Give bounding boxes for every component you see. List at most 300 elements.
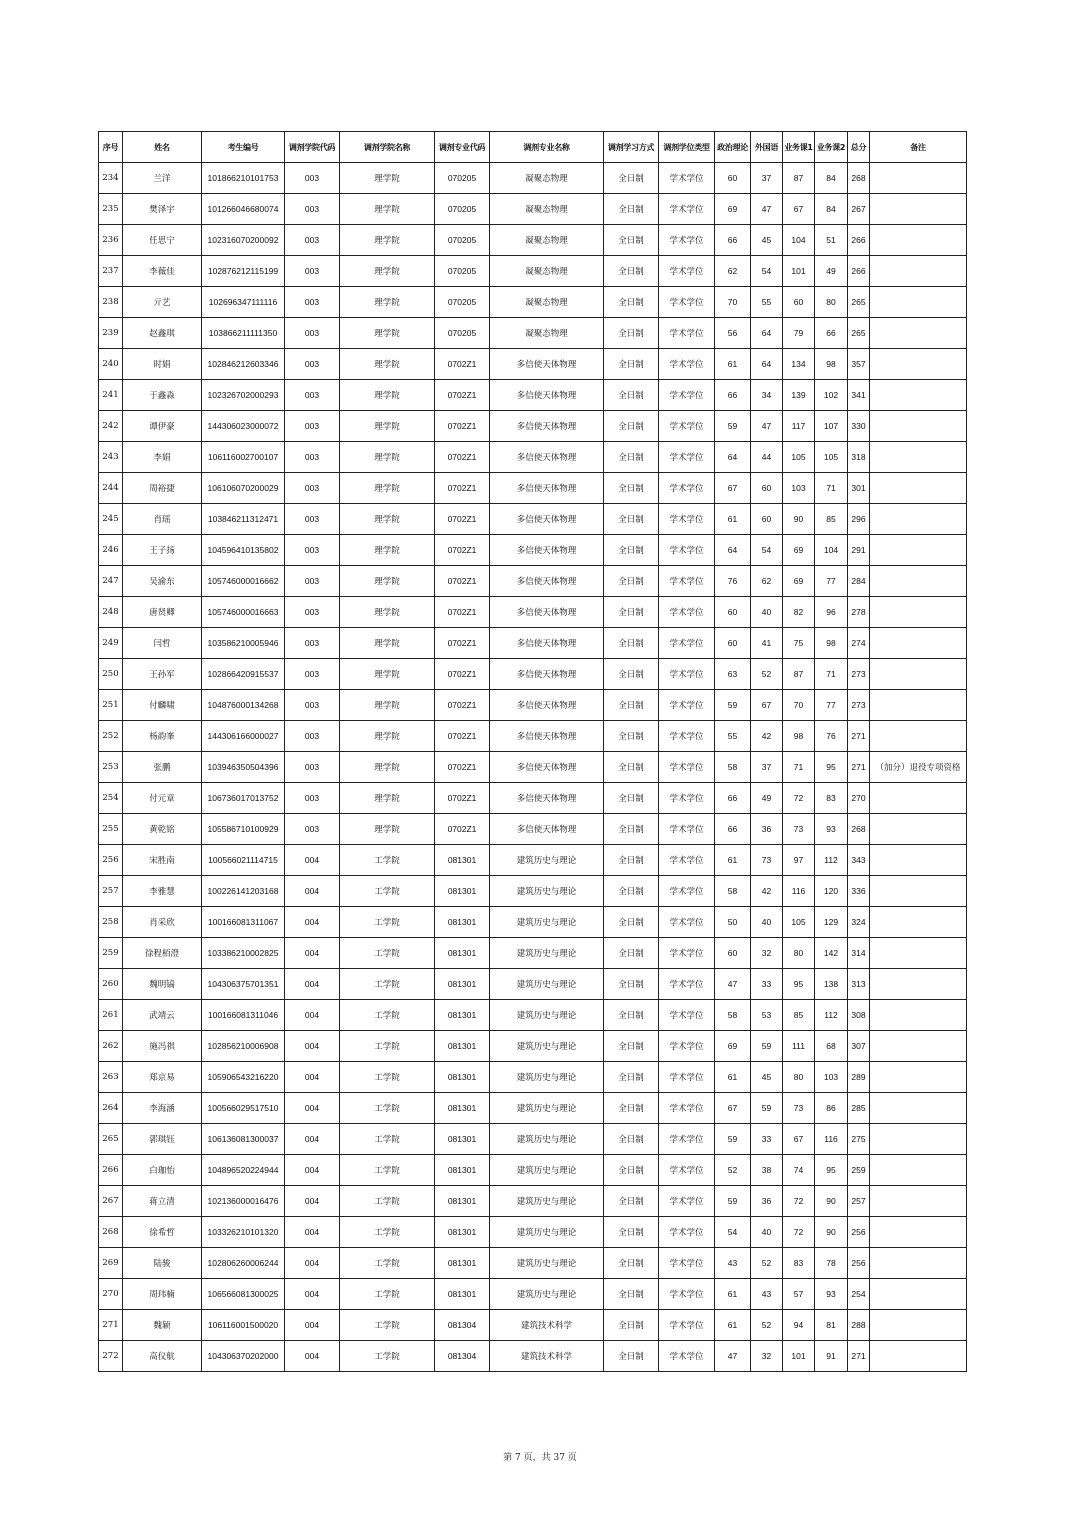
cell-remarks: [870, 1155, 967, 1186]
cell-name: 樊泽宇: [123, 194, 202, 225]
cell-exam-id: 103326210101320: [202, 1217, 285, 1248]
cell-study-mode: 全日制: [604, 1124, 659, 1155]
cell-remarks: [870, 504, 967, 535]
cell-foreign-language: 45: [751, 1062, 783, 1093]
cell-name: 李海涵: [123, 1093, 202, 1124]
cell-foreign-language: 60: [751, 504, 783, 535]
cell-subject-1: 69: [783, 535, 815, 566]
cell-study-mode: 全日制: [604, 287, 659, 318]
table-row: [99, 597, 967, 628]
cell-politics: 61: [715, 349, 751, 380]
cell-total: 267: [848, 194, 870, 225]
cell-politics: 47: [715, 969, 751, 1000]
cell-remarks: [870, 1217, 967, 1248]
cell-politics: 61: [715, 1279, 751, 1310]
cell-subject-1: 98: [783, 721, 815, 752]
cell-foreign-language: 47: [751, 194, 783, 225]
cell-subject-1: 80: [783, 1062, 815, 1093]
cell-major-name: 多信使天体物理: [490, 535, 604, 566]
table-row: [99, 473, 967, 504]
cell-major-code: 081301: [435, 1031, 490, 1062]
cell-subject-1: 75: [783, 628, 815, 659]
cell-subject-2: 104: [815, 535, 848, 566]
cell-college-name: 工学院: [340, 1000, 435, 1031]
cell-subject-2: 98: [815, 628, 848, 659]
cell-seq: 236: [99, 225, 123, 256]
cell-foreign-language: 32: [751, 938, 783, 969]
cell-exam-id: 106116002700107: [202, 442, 285, 473]
cell-subject-2: 86: [815, 1093, 848, 1124]
cell-seq: 234: [99, 163, 123, 194]
header-degree-type: 调剂学位类型: [659, 132, 715, 163]
cell-foreign-language: 33: [751, 969, 783, 1000]
cell-politics: 61: [715, 1062, 751, 1093]
cell-college-name: 工学院: [340, 1217, 435, 1248]
cell-foreign-language: 60: [751, 473, 783, 504]
cell-degree-type: 学术学位: [659, 1341, 715, 1372]
cell-subject-2: 80: [815, 287, 848, 318]
cell-total: 266: [848, 225, 870, 256]
cell-seq: 242: [99, 411, 123, 442]
cell-exam-id: 144306023000072: [202, 411, 285, 442]
table-body: [99, 163, 967, 1372]
admission-table: [98, 131, 967, 1372]
cell-college-name: 工学院: [340, 1186, 435, 1217]
cell-name: 郭琪钰: [123, 1124, 202, 1155]
cell-degree-type: 学术学位: [659, 1062, 715, 1093]
cell-total: 270: [848, 783, 870, 814]
cell-name: 肖瑶: [123, 504, 202, 535]
cell-college-name: 工学院: [340, 1155, 435, 1186]
cell-politics: 59: [715, 1124, 751, 1155]
cell-college-name: 理学院: [340, 721, 435, 752]
table-row: [99, 535, 967, 566]
cell-seq: 256: [99, 845, 123, 876]
cell-total: 288: [848, 1310, 870, 1341]
cell-subject-1: 67: [783, 194, 815, 225]
cell-subject-1: 105: [783, 907, 815, 938]
cell-degree-type: 学术学位: [659, 287, 715, 318]
cell-politics: 61: [715, 504, 751, 535]
cell-total: 256: [848, 1217, 870, 1248]
cell-remarks: [870, 535, 967, 566]
cell-subject-2: 93: [815, 1279, 848, 1310]
cell-major-name: 多信使天体物理: [490, 473, 604, 504]
cell-total: 271: [848, 721, 870, 752]
cell-study-mode: 全日制: [604, 938, 659, 969]
cell-name: 闫哲: [123, 628, 202, 659]
cell-degree-type: 学术学位: [659, 907, 715, 938]
cell-subject-2: 120: [815, 876, 848, 907]
cell-name: 李薇佳: [123, 256, 202, 287]
cell-remarks: [870, 597, 967, 628]
cell-name: 王子扬: [123, 535, 202, 566]
cell-study-mode: 全日制: [604, 318, 659, 349]
cell-seq: 235: [99, 194, 123, 225]
cell-seq: 255: [99, 814, 123, 845]
cell-politics: 59: [715, 1186, 751, 1217]
cell-major-code: 0702Z1: [435, 473, 490, 504]
cell-foreign-language: 40: [751, 1217, 783, 1248]
cell-subject-2: 49: [815, 256, 848, 287]
cell-college-name: 理学院: [340, 256, 435, 287]
cell-subject-1: 83: [783, 1248, 815, 1279]
cell-remarks: [870, 287, 967, 318]
cell-major-name: 多信使天体物理: [490, 783, 604, 814]
cell-degree-type: 学术学位: [659, 1000, 715, 1031]
cell-remarks: [870, 1031, 967, 1062]
cell-college-code: 004: [285, 1310, 340, 1341]
cell-exam-id: 102316070200092: [202, 225, 285, 256]
cell-foreign-language: 37: [751, 752, 783, 783]
cell-subject-1: 69: [783, 566, 815, 597]
cell-college-name: 理学院: [340, 783, 435, 814]
cell-college-name: 工学院: [340, 1124, 435, 1155]
cell-major-code: 0702Z1: [435, 659, 490, 690]
cell-subject-2: 83: [815, 783, 848, 814]
cell-seq: 270: [99, 1279, 123, 1310]
table-row: [99, 876, 967, 907]
cell-major-name: 多信使天体物理: [490, 442, 604, 473]
cell-subject-1: 72: [783, 783, 815, 814]
table-row: [99, 349, 967, 380]
cell-college-name: 工学院: [340, 876, 435, 907]
cell-major-name: 凝聚态物理: [490, 318, 604, 349]
table-row: [99, 783, 967, 814]
cell-major-name: 建筑历史与理论: [490, 938, 604, 969]
cell-study-mode: 全日制: [604, 1093, 659, 1124]
cell-degree-type: 学术学位: [659, 783, 715, 814]
cell-exam-id: 100566029517510: [202, 1093, 285, 1124]
cell-exam-id: 101266046680074: [202, 194, 285, 225]
cell-politics: 60: [715, 597, 751, 628]
cell-study-mode: 全日制: [604, 845, 659, 876]
cell-study-mode: 全日制: [604, 1248, 659, 1279]
cell-subject-2: 95: [815, 752, 848, 783]
cell-subject-1: 79: [783, 318, 815, 349]
cell-remarks: [870, 783, 967, 814]
cell-college-name: 理学院: [340, 628, 435, 659]
cell-subject-2: 76: [815, 721, 848, 752]
cell-subject-2: 90: [815, 1217, 848, 1248]
table-row: [99, 1093, 967, 1124]
cell-major-name: 建筑历史与理论: [490, 969, 604, 1000]
cell-subject-1: 85: [783, 1000, 815, 1031]
table-row: [99, 1248, 967, 1279]
table-row: [99, 969, 967, 1000]
cell-major-name: 建筑技术科学: [490, 1310, 604, 1341]
cell-remarks: [870, 1000, 967, 1031]
cell-study-mode: 全日制: [604, 1000, 659, 1031]
cell-remarks: [870, 1310, 967, 1341]
cell-study-mode: 全日制: [604, 876, 659, 907]
cell-foreign-language: 54: [751, 535, 783, 566]
cell-college-code: 003: [285, 752, 340, 783]
cell-total: 301: [848, 473, 870, 504]
cell-college-name: 工学院: [340, 938, 435, 969]
cell-seq: 253: [99, 752, 123, 783]
cell-foreign-language: 73: [751, 845, 783, 876]
cell-seq: 238: [99, 287, 123, 318]
cell-college-name: 理学院: [340, 473, 435, 504]
cell-degree-type: 学术学位: [659, 411, 715, 442]
cell-total: 314: [848, 938, 870, 969]
cell-exam-id: 104896520224944: [202, 1155, 285, 1186]
cell-total: 318: [848, 442, 870, 473]
cell-name: 郑京易: [123, 1062, 202, 1093]
table-row: [99, 907, 967, 938]
cell-total: 265: [848, 318, 870, 349]
cell-subject-1: 60: [783, 287, 815, 318]
cell-college-name: 理学院: [340, 380, 435, 411]
cell-exam-id: 100166081311046: [202, 1000, 285, 1031]
cell-foreign-language: 34: [751, 380, 783, 411]
table-row: [99, 318, 967, 349]
cell-remarks: [870, 318, 967, 349]
cell-college-code: 003: [285, 225, 340, 256]
cell-degree-type: 学术学位: [659, 1093, 715, 1124]
cell-major-name: 多信使天体物理: [490, 597, 604, 628]
cell-college-code: 004: [285, 1217, 340, 1248]
cell-seq: 272: [99, 1341, 123, 1372]
table-row: [99, 225, 967, 256]
cell-subject-1: 90: [783, 504, 815, 535]
cell-name: 陆骏: [123, 1248, 202, 1279]
cell-college-name: 工学院: [340, 845, 435, 876]
cell-degree-type: 学术学位: [659, 1248, 715, 1279]
cell-seq: 254: [99, 783, 123, 814]
cell-seq: 260: [99, 969, 123, 1000]
cell-major-code: 081301: [435, 1093, 490, 1124]
cell-total: 259: [848, 1155, 870, 1186]
cell-subject-1: 95: [783, 969, 815, 1000]
cell-remarks: [870, 380, 967, 411]
cell-major-code: 0702Z1: [435, 628, 490, 659]
cell-study-mode: 全日制: [604, 1062, 659, 1093]
cell-total: 343: [848, 845, 870, 876]
cell-name: 武靖云: [123, 1000, 202, 1031]
table-row: [99, 1186, 967, 1217]
cell-seq: 243: [99, 442, 123, 473]
table-row: [99, 504, 967, 535]
cell-college-name: 工学院: [340, 969, 435, 1000]
cell-college-code: 004: [285, 1279, 340, 1310]
cell-degree-type: 学术学位: [659, 876, 715, 907]
cell-total: 285: [848, 1093, 870, 1124]
cell-major-code: 081301: [435, 907, 490, 938]
table-row: [99, 1217, 967, 1248]
cell-foreign-language: 62: [751, 566, 783, 597]
cell-major-code: 0702Z1: [435, 566, 490, 597]
cell-major-name: 建筑历史与理论: [490, 845, 604, 876]
cell-subject-2: 68: [815, 1031, 848, 1062]
cell-politics: 76: [715, 566, 751, 597]
cell-degree-type: 学术学位: [659, 318, 715, 349]
cell-subject-1: 116: [783, 876, 815, 907]
cell-remarks: [870, 1093, 967, 1124]
cell-college-code: 004: [285, 1248, 340, 1279]
cell-major-code: 0702Z1: [435, 504, 490, 535]
cell-exam-id: 105906543216220: [202, 1062, 285, 1093]
cell-exam-id: 102696347111116: [202, 287, 285, 318]
cell-name: 高仪航: [123, 1341, 202, 1372]
cell-degree-type: 学术学位: [659, 1186, 715, 1217]
cell-college-code: 004: [285, 1000, 340, 1031]
cell-foreign-language: 55: [751, 287, 783, 318]
cell-total: 341: [848, 380, 870, 411]
cell-total: 275: [848, 1124, 870, 1155]
cell-name: 徐希哲: [123, 1217, 202, 1248]
cell-major-name: 建筑历史与理论: [490, 1186, 604, 1217]
cell-foreign-language: 41: [751, 628, 783, 659]
header-major-code: 调剂专业代码: [435, 132, 490, 163]
cell-foreign-language: 64: [751, 318, 783, 349]
cell-college-code: 003: [285, 442, 340, 473]
cell-degree-type: 学术学位: [659, 256, 715, 287]
cell-remarks: [870, 256, 967, 287]
cell-subject-1: 73: [783, 814, 815, 845]
cell-subject-2: 105: [815, 442, 848, 473]
cell-total: 271: [848, 752, 870, 783]
cell-subject-1: 111: [783, 1031, 815, 1062]
cell-seq: 265: [99, 1124, 123, 1155]
cell-remarks: [870, 473, 967, 504]
cell-seq: 252: [99, 721, 123, 752]
cell-degree-type: 学术学位: [659, 752, 715, 783]
cell-major-code: 0702Z1: [435, 349, 490, 380]
cell-study-mode: 全日制: [604, 1031, 659, 1062]
cell-study-mode: 全日制: [604, 473, 659, 504]
cell-seq: 259: [99, 938, 123, 969]
cell-degree-type: 学术学位: [659, 504, 715, 535]
cell-remarks: [870, 969, 967, 1000]
cell-remarks: [870, 1186, 967, 1217]
cell-subject-1: 72: [783, 1217, 815, 1248]
cell-major-name: 建筑历史与理论: [490, 907, 604, 938]
cell-major-code: 070205: [435, 318, 490, 349]
cell-degree-type: 学术学位: [659, 721, 715, 752]
cell-seq: 267: [99, 1186, 123, 1217]
cell-politics: 66: [715, 783, 751, 814]
cell-study-mode: 全日制: [604, 380, 659, 411]
cell-exam-id: 102846212603346: [202, 349, 285, 380]
cell-exam-id: 105586710100929: [202, 814, 285, 845]
cell-subject-2: 98: [815, 349, 848, 380]
cell-foreign-language: 47: [751, 411, 783, 442]
cell-remarks: [870, 845, 967, 876]
cell-exam-id: 106106070200029: [202, 473, 285, 504]
cell-major-code: 081304: [435, 1310, 490, 1341]
cell-major-code: 070205: [435, 287, 490, 318]
cell-major-code: 081301: [435, 938, 490, 969]
cell-study-mode: 全日制: [604, 783, 659, 814]
cell-college-name: 工学院: [340, 1341, 435, 1372]
cell-subject-1: 104: [783, 225, 815, 256]
table-row: [99, 1310, 967, 1341]
cell-exam-id: 102876212115199: [202, 256, 285, 287]
cell-subject-1: 71: [783, 752, 815, 783]
cell-name: 李雅慧: [123, 876, 202, 907]
cell-college-name: 理学院: [340, 411, 435, 442]
cell-subject-2: 112: [815, 845, 848, 876]
cell-major-code: 0702Z1: [435, 597, 490, 628]
cell-college-code: 003: [285, 163, 340, 194]
cell-college-name: 理学院: [340, 163, 435, 194]
cell-major-name: 建筑历史与理论: [490, 1124, 604, 1155]
cell-foreign-language: 54: [751, 256, 783, 287]
cell-name: 吴渝东: [123, 566, 202, 597]
cell-politics: 64: [715, 535, 751, 566]
cell-politics: 64: [715, 442, 751, 473]
cell-subject-2: 138: [815, 969, 848, 1000]
table-row: [99, 628, 967, 659]
cell-degree-type: 学术学位: [659, 473, 715, 504]
header-college-name: 调剂学院名称: [340, 132, 435, 163]
cell-subject-2: 66: [815, 318, 848, 349]
cell-degree-type: 学术学位: [659, 597, 715, 628]
page-footer: 第 7 页，共 37 页: [503, 1453, 577, 1463]
cell-remarks: [870, 566, 967, 597]
cell-exam-id: 106736017013752: [202, 783, 285, 814]
cell-politics: 60: [715, 163, 751, 194]
cell-major-name: 多信使天体物理: [490, 504, 604, 535]
cell-exam-id: 104306370202000: [202, 1341, 285, 1372]
cell-politics: 59: [715, 411, 751, 442]
cell-major-name: 多信使天体物理: [490, 721, 604, 752]
cell-politics: 52: [715, 1155, 751, 1186]
table-row: [99, 690, 967, 721]
cell-study-mode: 全日制: [604, 535, 659, 566]
header-exam-id: 考生编号: [202, 132, 285, 163]
table-row: [99, 287, 967, 318]
cell-college-code: 003: [285, 380, 340, 411]
cell-college-name: 工学院: [340, 1279, 435, 1310]
cell-subject-2: 84: [815, 194, 848, 225]
cell-total: 268: [848, 814, 870, 845]
cell-study-mode: 全日制: [604, 442, 659, 473]
cell-major-name: 建筑历史与理论: [490, 1155, 604, 1186]
cell-college-name: 理学院: [340, 659, 435, 690]
cell-subject-2: 84: [815, 163, 848, 194]
cell-degree-type: 学术学位: [659, 938, 715, 969]
cell-degree-type: 学术学位: [659, 380, 715, 411]
cell-foreign-language: 40: [751, 597, 783, 628]
cell-college-name: 工学院: [340, 907, 435, 938]
cell-total: 307: [848, 1031, 870, 1062]
cell-seq: 266: [99, 1155, 123, 1186]
cell-study-mode: 全日制: [604, 659, 659, 690]
cell-name: 亓艺: [123, 287, 202, 318]
table-row: [99, 194, 967, 225]
table-row: [99, 1279, 967, 1310]
cell-college-code: 003: [285, 473, 340, 504]
header-foreign-language: 外国语: [751, 132, 783, 163]
cell-college-name: 理学院: [340, 566, 435, 597]
cell-degree-type: 学术学位: [659, 194, 715, 225]
cell-study-mode: 全日制: [604, 1279, 659, 1310]
cell-politics: 47: [715, 1341, 751, 1372]
cell-subject-1: 82: [783, 597, 815, 628]
cell-subject-1: 87: [783, 163, 815, 194]
cell-seq: 250: [99, 659, 123, 690]
cell-degree-type: 学术学位: [659, 628, 715, 659]
header-remarks: 备注: [870, 132, 967, 163]
cell-name: 付麟啸: [123, 690, 202, 721]
cell-foreign-language: 52: [751, 659, 783, 690]
cell-exam-id: 102866420915537: [202, 659, 285, 690]
cell-subject-2: 96: [815, 597, 848, 628]
cell-subject-2: 77: [815, 690, 848, 721]
